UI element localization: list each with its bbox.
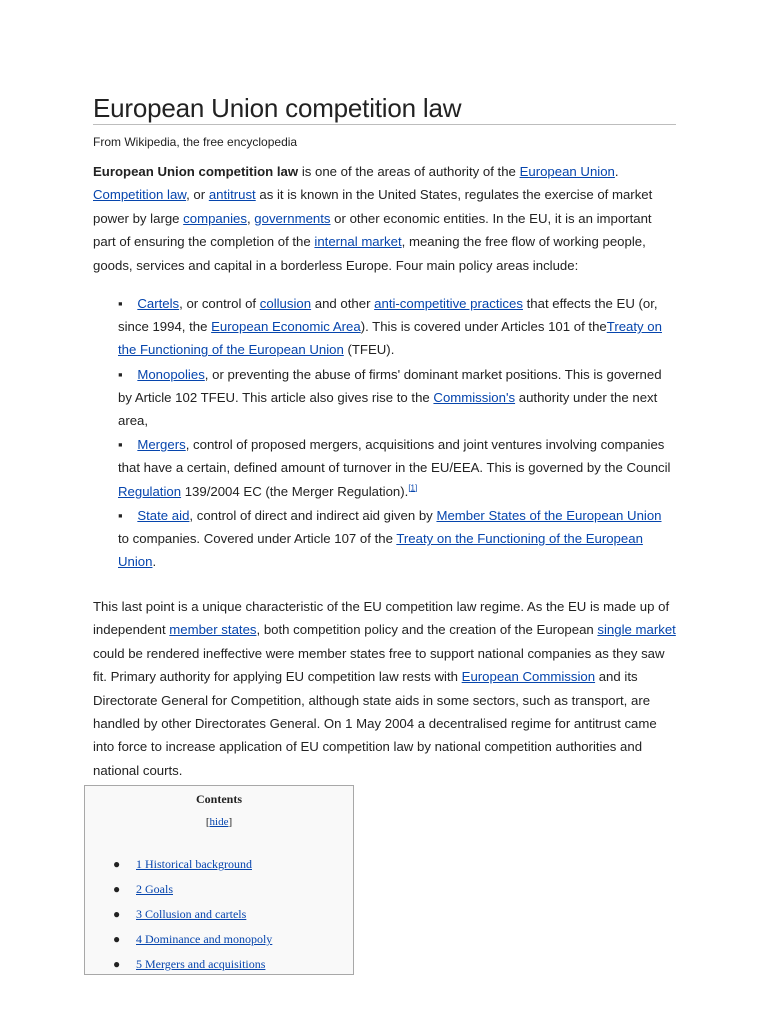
intro-bold-term: European Union competition law [93, 164, 299, 179]
bracket: [ [205, 816, 210, 828]
intro-text: , meaning the free flow of working people, goods, services and capital in a borderless Europe. Four main policy areas include: [93, 234, 646, 273]
intro-text: as it is known in the United States, regulates the exercise of market power by large [93, 187, 653, 226]
closing-text: This last point is a unique characteristic of the EU competition law regime. As the EU is made up of independent [93, 599, 670, 638]
site-tagline: From Wikipedia, the free encyclopedia [93, 135, 298, 149]
toc-hide-toggle [85, 816, 353, 828]
link-tfeu[interactable]: Treaty on the Functioning of the European Union [118, 531, 643, 570]
link-companies[interactable]: companies [183, 210, 247, 226]
bracket: ] [228, 816, 233, 828]
link-mergers[interactable]: Mergers [137, 437, 186, 453]
list-text: , control of direct and indirect aid given by [189, 507, 437, 523]
link-internal-market[interactable]: internal market [314, 234, 402, 250]
link-collusion[interactable]: collusion [259, 296, 312, 311]
list-text: that effects the EU (or, since 1994, the [118, 296, 658, 335]
table-of-contents [84, 785, 354, 975]
toc-link[interactable]: 3 Collusion and cartels [136, 907, 247, 921]
intro-text: or other economic entities. In the EU, it is an important part of ensuring the completion of the [93, 210, 652, 250]
toc-link[interactable]: 1 Historical background [136, 857, 252, 871]
bullet-icon: ▪ [118, 296, 123, 311]
toc-item [113, 952, 272, 977]
link-commission[interactable]: Commission's [433, 389, 516, 405]
list-text: to companies. Covered under Article 107 of the [118, 531, 397, 547]
bullet-icon: ● [113, 932, 121, 946]
list-text: ). This is covered under Articles 101 of the [360, 319, 607, 335]
list-item [93, 363, 676, 433]
list-text: 139/2004 EC (the Merger Regulation). [181, 483, 409, 499]
closing-text: , both competition policy and the creation of the European [256, 622, 598, 638]
link-state-aid[interactable]: State aid [137, 507, 190, 523]
link-european-union[interactable]: European Union [519, 164, 615, 179]
link-anti-competitive-practices[interactable]: anti-competitive practices [374, 296, 523, 311]
bullet-icon: ▪ [118, 507, 123, 523]
bullet-icon: ● [113, 857, 121, 871]
link-regulation[interactable]: Regulation [118, 483, 182, 499]
closing-text: could be rendered ineffective were member states free to support national companies as they saw fit. Primary authority for applying EU competition law rests with [93, 645, 665, 685]
intro-text: , or [186, 187, 209, 203]
toc-link[interactable]: 5 Mergers and acquisitions [136, 957, 266, 971]
citation-link[interactable]: [1] [408, 483, 418, 493]
link-antitrust[interactable]: antitrust [208, 187, 256, 203]
bullet-icon: ● [113, 957, 121, 971]
intro-text: , [246, 210, 255, 226]
link-european-commission[interactable]: European Commission [461, 669, 596, 685]
bullet-icon: ▪ [118, 437, 123, 453]
link-single-market[interactable]: single market [597, 622, 676, 638]
link-tfeu[interactable]: Treaty on the Functioning of the European Union [118, 319, 662, 358]
toc-link[interactable]: 2 Goals [136, 882, 173, 896]
page-title: European Union competition law [93, 93, 462, 123]
link-member-states-eu[interactable]: Member States of the European Union [436, 507, 662, 523]
title-divider [93, 124, 676, 125]
bullet-icon: ▪ [118, 366, 123, 382]
link-monopolies[interactable]: Monopolies [137, 366, 205, 382]
list-text: and other [311, 296, 375, 311]
list-item [93, 504, 676, 574]
closing-paragraph [93, 595, 676, 782]
intro-paragraph [93, 160, 676, 277]
toc-item [113, 852, 272, 877]
bullet-icon: ● [113, 882, 121, 896]
list-text: , or control of [179, 296, 260, 311]
list-item [93, 292, 676, 362]
toc-hide-link[interactable]: hide [209, 816, 229, 828]
list-text: , control of proposed mergers, acquisitions and joint ventures involving companies that have a certain, defined amount of turnover in the EU/EEA. This is governed by the Council [118, 437, 671, 476]
toc-link[interactable]: 4 Dominance and monopoly [136, 932, 273, 946]
intro-text: is one of the areas of authority of the [298, 164, 520, 179]
toc-item [113, 902, 272, 927]
list-item [93, 433, 676, 503]
list-text: (TFEU). [343, 342, 395, 358]
toc-title: Contents [195, 792, 242, 806]
bullet-icon: ● [113, 907, 121, 921]
link-cartels[interactable]: Cartels [137, 296, 180, 311]
toc-item [113, 927, 272, 952]
list-text: authority under the next area, [118, 389, 658, 429]
link-governments[interactable]: governments [254, 210, 331, 226]
link-european-economic-area[interactable]: European Economic Area [211, 319, 361, 335]
intro-text: . [614, 164, 619, 179]
list-text: , or preventing the abuse of firms' dominant market positions. This is governed by Article 102 TFEU. This article also gives rise to the [118, 366, 662, 405]
closing-text: and its Directorate General for Competition, although state aids in some sectors, such as transport, are handled by other Directorates General. On 1 May 2004 a decentralised regime for antitrust came into force to increase application of EU competition law by national competition authorities and national courts. [93, 669, 657, 778]
policy-areas-list [93, 292, 676, 574]
link-member-states[interactable]: member states [169, 622, 257, 638]
link-competition-law[interactable]: Competition law [93, 187, 187, 203]
toc-item [113, 877, 272, 902]
list-text: . [152, 554, 157, 570]
toc-list [113, 852, 272, 977]
